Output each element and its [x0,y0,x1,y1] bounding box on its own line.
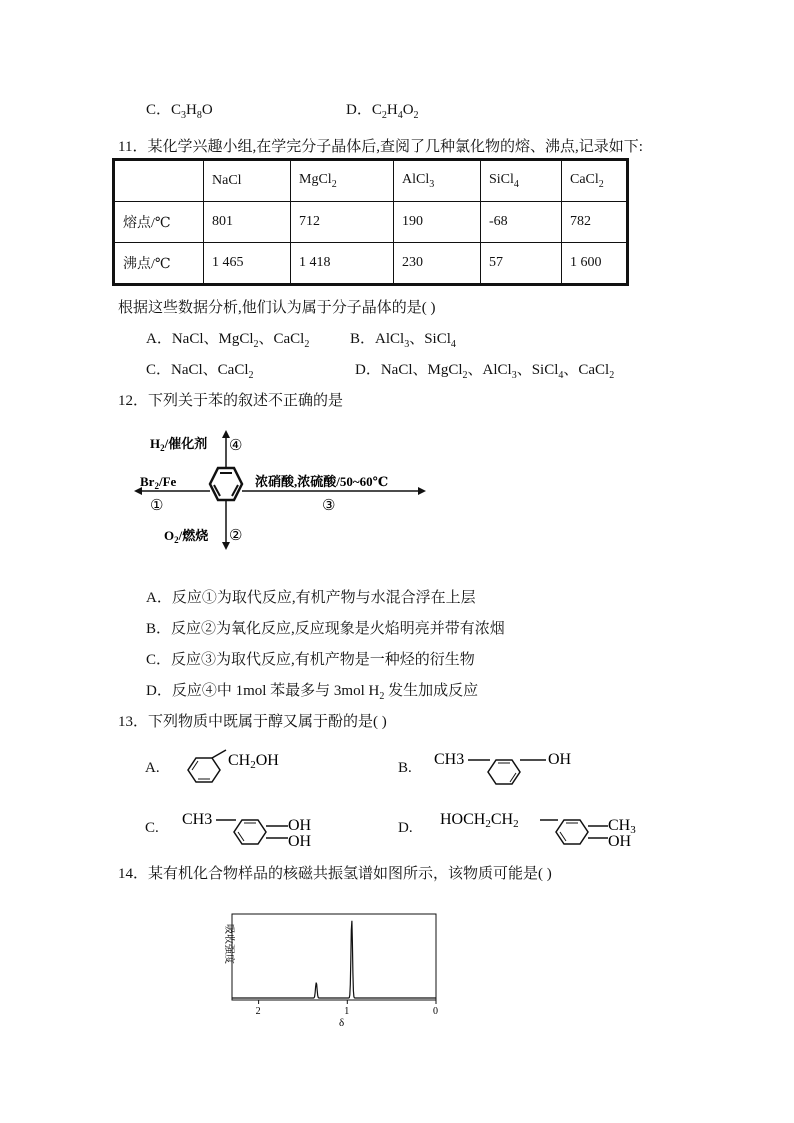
x-tick-label: 2 [255,1006,261,1017]
label-num-3: ③ [322,498,336,514]
label-o2-combustion: $O_2/$燃烧 [164,528,209,545]
q14-stem: 14．某有机化合物样品的核磁共振氢谱如图所示，该物质可能是( ) [118,866,552,882]
table-header-cell: NaCl [204,160,291,202]
svg-text:OH: OH [548,751,572,768]
x-axis-label: δ [339,1017,345,1029]
q11-option-a: A．NaCl、MgCl$_2$、CaCl$_2$ [146,331,310,350]
table-cell: -68 [481,202,562,243]
table-header-row [114,160,628,202]
spectrum-line [232,921,436,998]
q11-option-c: C．NaCl、CaCl$_2$ [146,362,254,381]
table-row [114,202,628,243]
table-cell: 沸点/℃ [114,243,204,285]
q13-option-b-structure [434,748,594,788]
label-num-4: ④ [229,438,243,454]
svg-text:CH3: CH3 [434,751,465,768]
y-axis-label: 吸收强度 [223,924,234,964]
label-num-2: ② [229,528,243,544]
nmr-spectrum-chart [214,908,444,1030]
table-cell: 熔点/℃ [114,202,204,243]
q11-stem: 11．某化学兴趣小组,在学完分子晶体后,查阅了几种氯化物的熔、沸点,记录如下: [118,139,643,155]
q13-option-c-letter: C. [145,820,159,836]
q11-question: 根据这些数据分析,他们认为属于分子晶体的是( ) [118,300,436,316]
table-cell: 190 [394,202,481,243]
label-br2-fe: $Br_2/Fe$ [140,474,177,491]
q13-option-c-structure [180,806,330,850]
table-header-cell-empty [114,160,204,202]
label-num-1: ① [150,498,164,514]
svg-text:CH3: CH3 [182,811,213,828]
q13-option-a-structure [186,748,316,788]
svg-text:HOCH2CH2: HOCH2CH2 [440,811,519,830]
table-cell: 1 465 [204,243,291,285]
q10-option-d: D．$C_2H_4O_2$ [346,102,419,121]
table-header-cell: CaCl$_2$ [562,160,628,202]
table-cell: 782 [562,202,628,243]
table-cell: 1 600 [562,243,628,285]
svg-text:CH2OH: CH2OH [228,752,279,771]
svg-text:CH3: CH3 [608,817,636,836]
table-cell: 57 [481,243,562,285]
svg-text:OH: OH [288,817,312,834]
q10-option-c: C．$C_3H_8O$ [146,102,213,121]
q12-option-b: B．反应②为氧化反应,反应现象是火焰明亮并带有浓烟 [146,621,505,637]
q11-option-d: D．NaCl、MgCl$_2$、AlCl$_3$、SiCl$_4$、CaCl$_2$ [355,362,615,381]
q12-option-a: A．反应①为取代反应,有机产物与水混合浮在上层 [146,590,476,606]
chloride-table [112,158,629,286]
table-header-cell: SiCl$_4$ [481,160,562,202]
table-cell: 230 [394,243,481,285]
q12-option-d: D．反应④中 1mol 苯最多与 3mol $H_2$ 发生加成反应 [146,683,479,702]
label-h2-catalyst: $H_2/$催化剂 [150,436,208,453]
q13-option-a-letter: A. [145,760,160,776]
q12-stem: 12．下列关于苯的叙述不正确的是 [118,393,344,409]
x-tick-label: 0 [433,1006,438,1017]
svg-text:OH: OH [608,833,632,850]
table-cell: 801 [204,202,291,243]
benzene-reaction-diagram [130,428,440,553]
x-tick-label: 1 [344,1006,350,1017]
table-header-cell: MgCl$_2$ [291,160,394,202]
q13-stem: 13．下列物质中既属于醇又属于酚的是( ) [118,714,387,730]
q11-option-b: B．AlCl$_3$、SiCl$_4$ [350,331,456,350]
table-cell: 712 [291,202,394,243]
svg-text:OH: OH [288,833,312,850]
table-row [114,243,628,285]
q13-option-b-letter: B. [398,760,412,776]
q12-option-c: C．反应③为取代反应,有机产物是一种烃的衍生物 [146,652,475,668]
q13-option-d-structure [440,806,650,850]
table-cell: 1 418 [291,243,394,285]
chart-frame [232,914,436,1000]
label-nitration: 浓硝酸,浓硫酸/50~60℃ [255,474,389,489]
q13-option-d-letter: D. [398,820,413,836]
table-header-cell: AlCl$_3$ [394,160,481,202]
